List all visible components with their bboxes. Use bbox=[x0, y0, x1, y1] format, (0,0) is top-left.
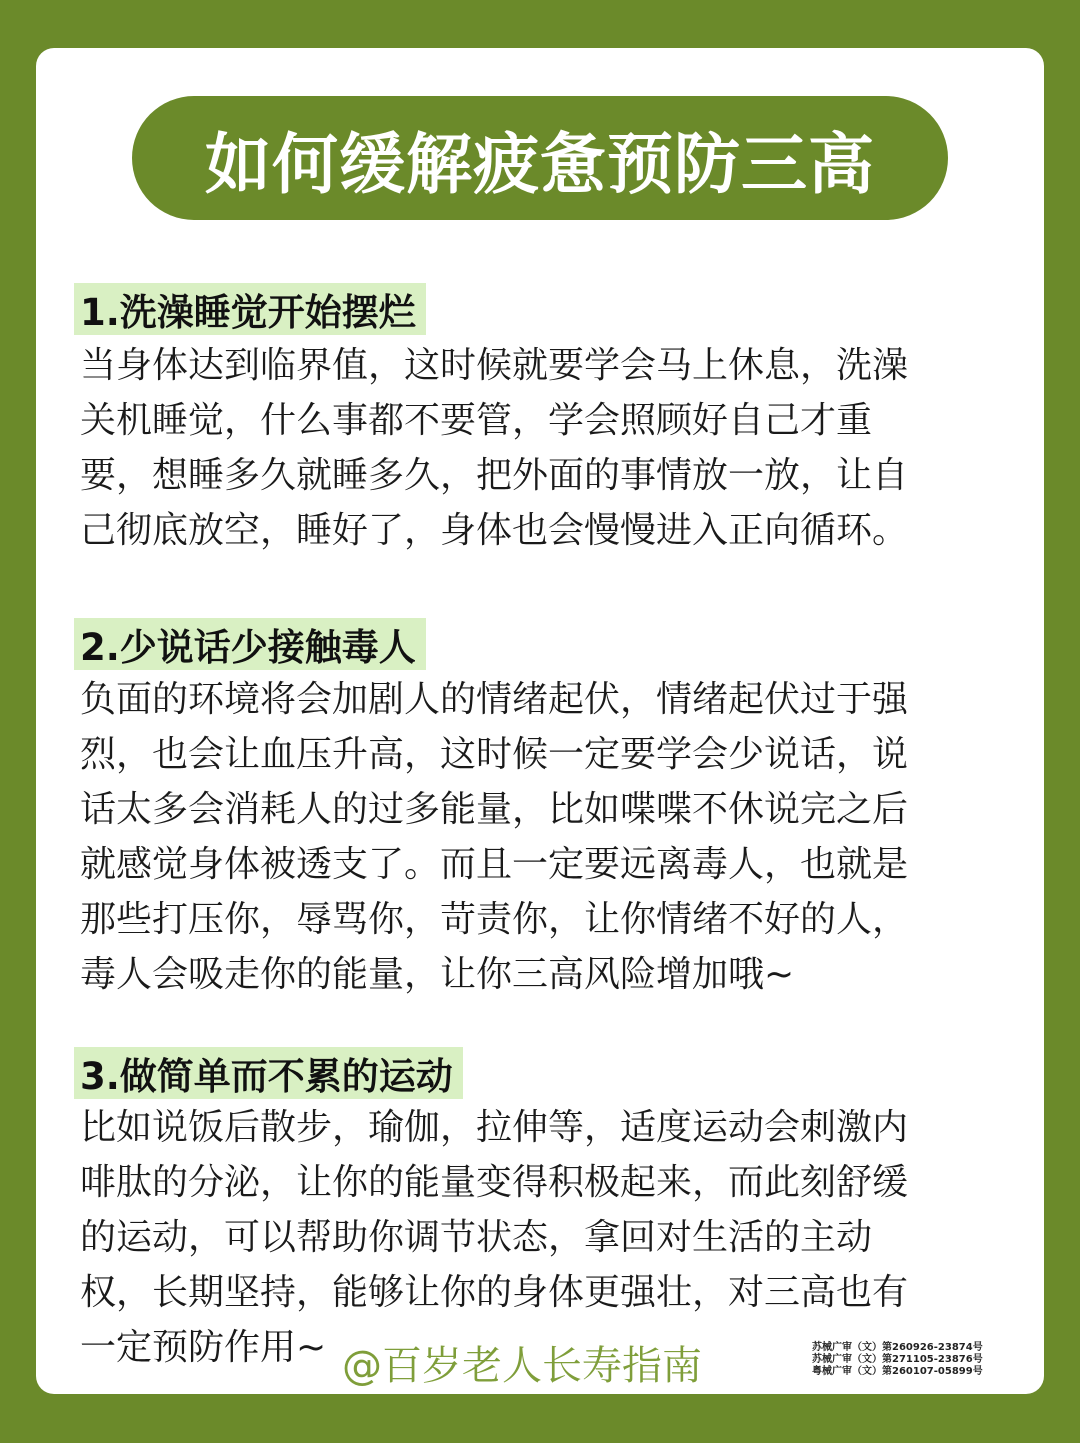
section-3-line: 啡肽的分泌，让你的能量变得积极起来，而此刻舒缓 bbox=[80, 1162, 909, 1203]
section-2-body bbox=[80, 672, 990, 1002]
section-1-body bbox=[80, 338, 990, 558]
approval-line: 苏械广审（文）第271105-23876号 bbox=[812, 1354, 983, 1365]
title-banner bbox=[132, 96, 948, 220]
section-2-line: 话太多会消耗人的过多能量，比如喋喋不休说完之后 bbox=[80, 789, 909, 830]
section-1-line: 要，想睡多久就睡多久，把外面的事情放一放，让自 bbox=[80, 455, 909, 496]
section-1-line: 己彻底放空，睡好了，身体也会慢慢进入正向循环。 bbox=[80, 510, 909, 551]
section-3-line: 比如说饭后散步，瑜伽，拉伸等，适度运动会刺激内 bbox=[80, 1107, 909, 1148]
section-3-line: 权，长期坚持，能够让你的身体更强壮，对三高也有 bbox=[80, 1272, 909, 1313]
section-2-line: 那些打压你，辱骂你，苛责你，让你情绪不好的人， bbox=[80, 899, 909, 940]
section-3-line: 的运动，可以帮助你调节状态，拿回对生活的主动 bbox=[80, 1217, 873, 1258]
section-3-body bbox=[80, 1100, 990, 1375]
section-2-line: 负面的环境将会加剧人的情绪起伏，情绪起伏过于强 bbox=[80, 679, 909, 720]
section-1-line: 当身体达到临界值，这时候就要学会马上休息，洗澡 bbox=[80, 345, 909, 386]
section-2-line: 就感觉身体被透支了。而且一定要远离毒人，也就是 bbox=[80, 844, 909, 885]
approval-line: 苏械广审（文）第260926-23874号 bbox=[812, 1342, 983, 1353]
section-3-line: 一定预防作用~ bbox=[80, 1327, 327, 1368]
ad-approval-numbers bbox=[812, 1342, 1012, 1378]
section-2-heading: 2.少说话少接触毒人 bbox=[74, 618, 426, 670]
approval-line: 粤械广审（文）第260107-05899号 bbox=[812, 1366, 983, 1377]
section-3-heading: 3.做简单而不累的运动 bbox=[74, 1047, 463, 1099]
section-2-line: 毒人会吸走你的能量，让你三高风险增加哦~ bbox=[80, 954, 795, 995]
author-watermark: @百岁老人长寿指南 bbox=[342, 1343, 702, 1389]
page-title: 如何缓解疲惫预防三高 bbox=[205, 125, 875, 203]
section-1-heading: 1.洗澡睡觉开始摆烂 bbox=[74, 283, 426, 335]
section-2-line: 烈，也会让血压升高，这时候一定要学会少说话，说 bbox=[80, 734, 909, 775]
section-1-line: 关机睡觉，什么事都不要管，学会照顾好自己才重 bbox=[80, 400, 873, 441]
